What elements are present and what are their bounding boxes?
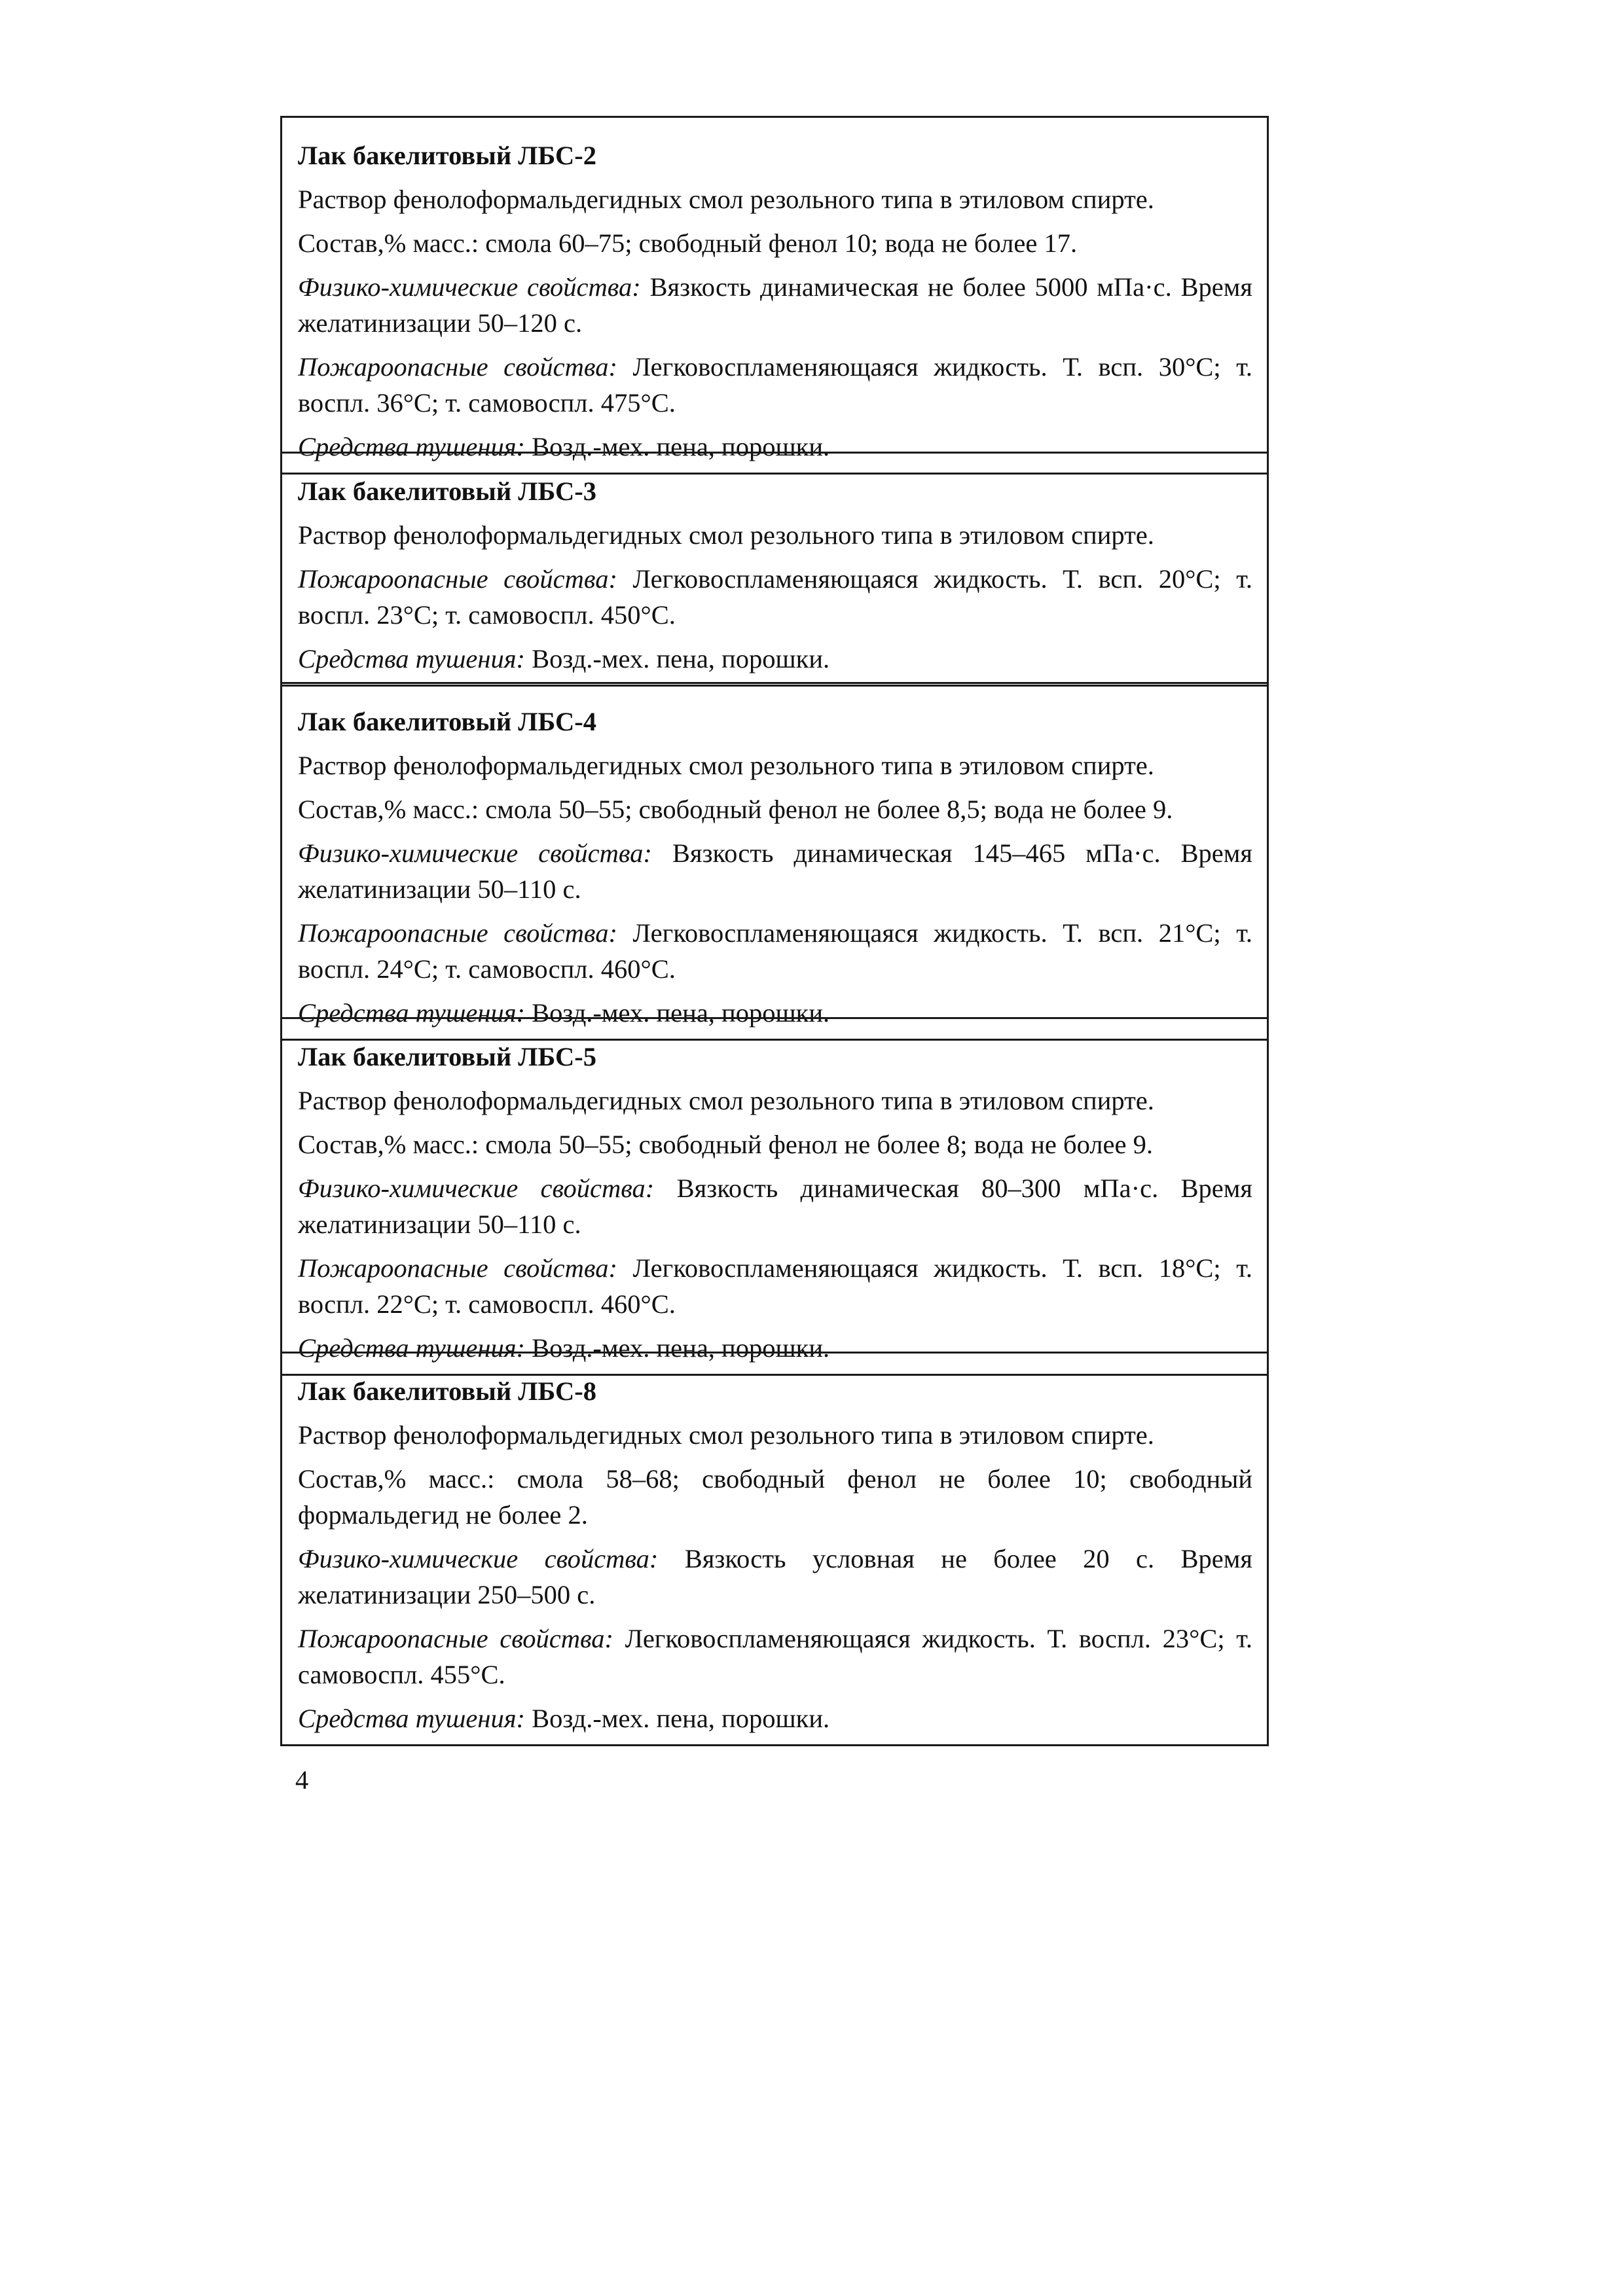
extinguishing-text: Возд.-мех. пена, порошки. xyxy=(525,998,830,1028)
extinguishing-label: Средства тушения: xyxy=(298,998,526,1028)
page-number: 4 xyxy=(295,1765,309,1795)
entry-physchem xyxy=(298,1170,1252,1242)
entry-title: Лак бакелитовый ЛБС-5 xyxy=(298,1042,596,1071)
entry-extinguishing xyxy=(298,1700,1252,1736)
entry-physchem xyxy=(298,1541,1252,1613)
fire-hazard-label: Пожароопасные свойства: xyxy=(298,1253,617,1283)
fire-hazard-text: Легковоспламеняющаяся жидкость. Т. всп. 21°С; т. воспл. 24°С; т. самовоспл. 460°С. xyxy=(298,918,1252,984)
entry-title: Лак бакелитовый ЛБС-4 xyxy=(298,707,596,736)
extinguishing-label: Средства тушения: xyxy=(298,1333,526,1363)
extinguishing-text: Возд.-мех. пена, порошки. xyxy=(525,432,830,461)
extinguishing-text: Возд.-мех. пена, порошки. xyxy=(525,1704,830,1733)
entry-box-lbs-5 xyxy=(280,1017,1269,1376)
entry-box-lbs-8 xyxy=(280,1352,1269,1746)
entry-box-lbs-3 xyxy=(280,452,1269,687)
extinguishing-label: Средства тушения: xyxy=(298,432,526,461)
entry-title: Лак бакелитовый ЛБС-2 xyxy=(298,141,596,170)
entry-fire-hazard xyxy=(298,561,1252,633)
entry-title: Лак бакелитовый ЛБС-8 xyxy=(298,1376,596,1406)
physchem-text: Вязкость динамическая 80–300 мПа·с. Время желатинизации 50–110 с. xyxy=(298,1174,1252,1239)
fire-hazard-text: Легковоспламеняющаяся жидкость. Т. всп. 20°С; т. воспл. 23°С; т. самовоспл. 450°С. xyxy=(298,564,1252,630)
entry-composition: Состав,% масс.: смола 60–75; свободный фенол 10; вода не более 17. xyxy=(298,228,1078,258)
entry-physchem xyxy=(298,269,1252,341)
fire-hazard-label: Пожароопасные свойства: xyxy=(298,1624,614,1653)
fire-hazard-label: Пожароопасные свойства: xyxy=(298,918,617,948)
entry-composition: Состав,% масс.: смола 58–68; свободный фенол не более 10; свободный формальдегид не более 2. xyxy=(298,1464,1252,1530)
extinguishing-text: Возд.-мех. пена, порошки. xyxy=(525,1333,830,1363)
physchem-label: Физико-химические свойства: xyxy=(298,838,652,868)
entry-description: Раствор фенолоформальдегидных смол резольного типа в этиловом спирте. xyxy=(298,1420,1154,1450)
entry-fire-hazard xyxy=(298,349,1252,421)
fire-hazard-text: Легковоспламеняющаяся жидкость. Т. воспл. 23°С; т. самовоспл. 455°С. xyxy=(298,1624,1252,1689)
entry-composition: Состав,% масс.: смола 50–55; свободный фенол не более 8; вода не более 9. xyxy=(298,1130,1153,1159)
entry-fire-hazard xyxy=(298,1621,1252,1693)
fire-hazard-text: Легковоспламеняющаяся жидкость. Т. всп. 30°С; т. воспл. 36°С; т. самовоспл. 475°С. xyxy=(298,352,1252,418)
extinguishing-label: Средства тушения: xyxy=(298,644,526,673)
entry-description: Раствор фенолоформальдегидных смол резольного типа в этиловом спирте. xyxy=(298,520,1154,550)
entry-fire-hazard xyxy=(298,1250,1252,1322)
physchem-label: Физико-химические свойства: xyxy=(298,1544,659,1573)
entry-title: Лак бакелитовый ЛБС-3 xyxy=(298,476,596,506)
entry-fire-hazard xyxy=(298,915,1252,987)
physchem-label: Физико-химические свойства: xyxy=(298,1174,655,1203)
extinguishing-label: Средства тушения: xyxy=(298,1704,526,1733)
entry-box-lbs-4 xyxy=(280,682,1269,1041)
entry-box-lbs-2 xyxy=(280,116,1269,475)
physchem-text: Вязкость условная не более 20 с. Время желатинизации 250–500 с. xyxy=(298,1544,1252,1609)
extinguishing-text: Возд.-мех. пена, порошки. xyxy=(525,644,830,673)
entry-composition: Состав,% масс.: смола 50–55; свободный фенол не более 8,5; вода не более 9. xyxy=(298,795,1173,824)
entry-physchem xyxy=(298,835,1252,907)
physchem-text: Вязкость динамическая 145–465 мПа·с. Время желатинизации 50–110 с. xyxy=(298,838,1252,904)
entry-extinguishing xyxy=(298,641,1252,677)
physchem-label: Физико-химические свойства: xyxy=(298,272,641,302)
fire-hazard-text: Легковоспламеняющаяся жидкость. Т. всп. 18°С; т. воспл. 22°С; т. самовоспл. 460°С. xyxy=(298,1253,1252,1319)
physchem-text: Вязкость динамическая не более 5000 мПа·с. Время желатинизации 50–120 с. xyxy=(298,272,1252,338)
fire-hazard-label: Пожароопасные свойства: xyxy=(298,352,617,382)
entry-description: Раствор фенолоформальдегидных смол резольного типа в этиловом спирте. xyxy=(298,751,1154,780)
fire-hazard-label: Пожароопасные свойства: xyxy=(298,564,617,594)
entry-description: Раствор фенолоформальдегидных смол резольного типа в этиловом спирте. xyxy=(298,185,1154,214)
entry-description: Раствор фенолоформальдегидных смол резольного типа в этиловом спирте. xyxy=(298,1086,1154,1115)
